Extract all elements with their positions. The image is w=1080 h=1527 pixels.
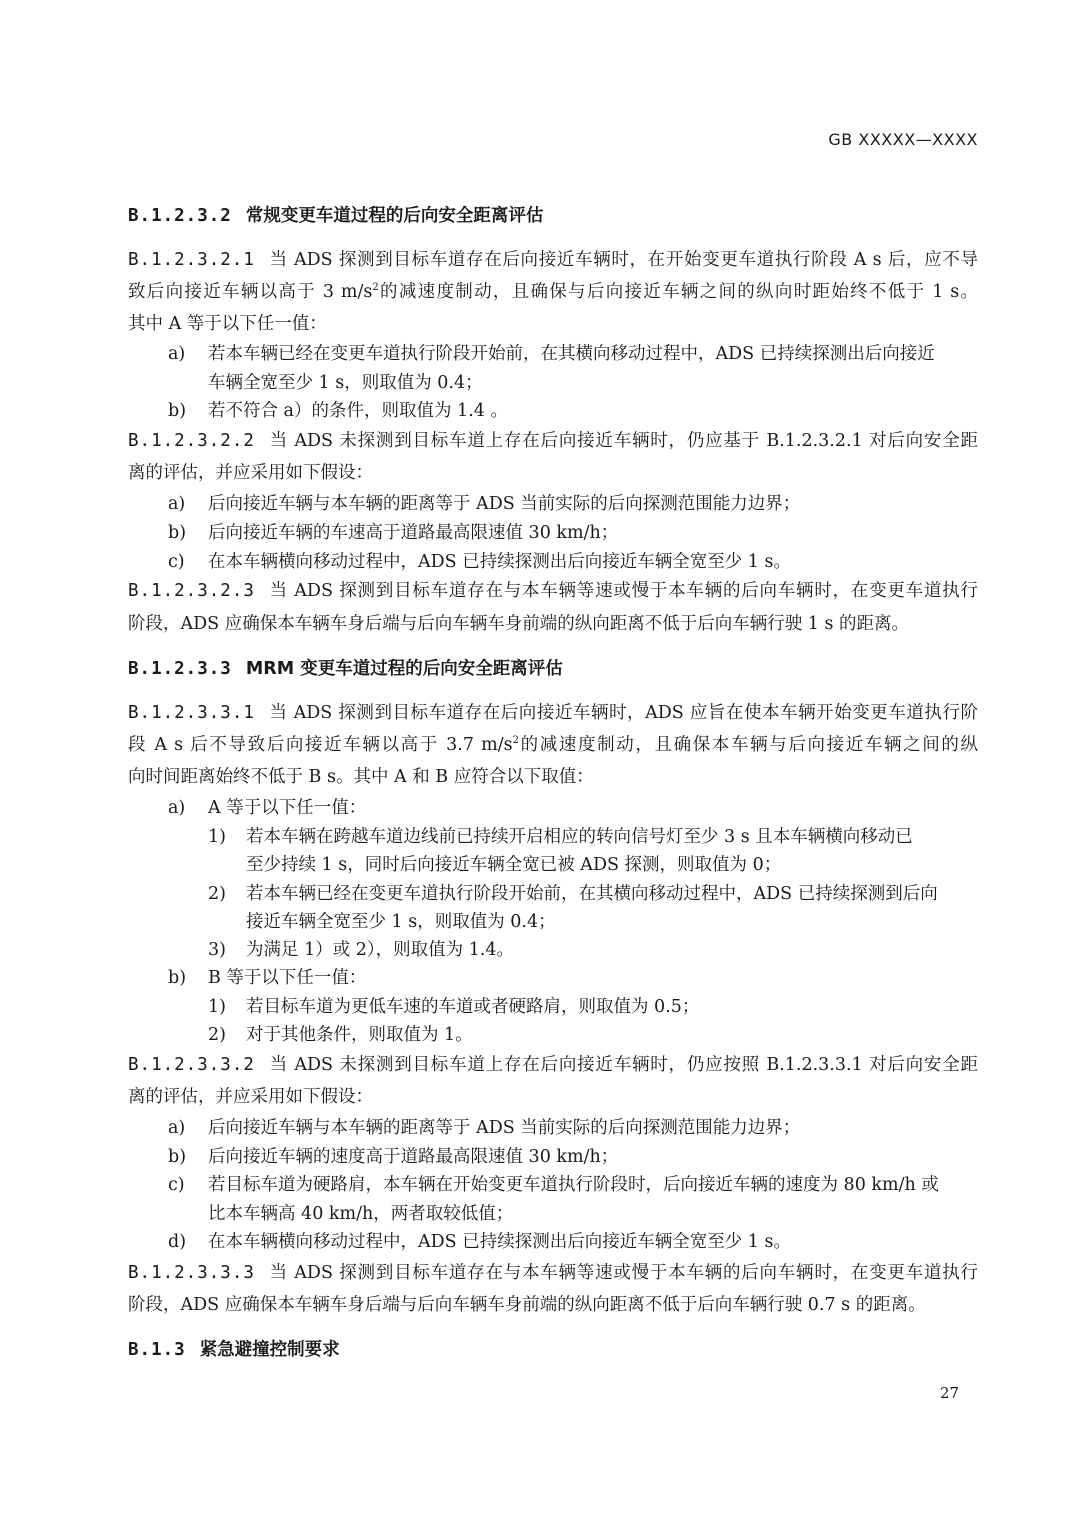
list-label: a) (168, 798, 186, 818)
sublist-item-a2-cont: 接近车辆全宽至少 1 s，则取值为 0.4； (246, 912, 556, 932)
section-number: B.1.2.3.3 (128, 659, 232, 679)
clause-b123321-line2 (128, 278, 978, 306)
clause-number: B.1.2.3.2.1 (128, 250, 255, 270)
list-text: 若目标车道为更低车速的车道或者硬路肩，则取值为 0.5； (246, 997, 700, 1017)
clause-text: 当 ADS 探测到目标车道存在与本车辆等速或慢于本车辆的后向车辆时，在变更车道执行 (268, 1263, 978, 1283)
sublist-item-a1-cont: 至少持续 1 s，同时后向接近车辆全宽已被 ADS 探测，则取值为 0； (246, 855, 782, 875)
list-label: c) (168, 552, 185, 572)
sublist-item-a3 (208, 936, 1058, 964)
list-text: 对于其他条件，则取值为 1。 (246, 1025, 473, 1045)
clause-number: B.1.2.3.2.3 (128, 581, 255, 601)
list-item-a-cont: 车辆全宽至少 1 s，则取值为 0.4； (208, 373, 483, 393)
list-label: c) (168, 1175, 185, 1195)
list-text: 若不符合 a）的条件，则取值为 1.4 。 (208, 401, 508, 421)
standard-number: GB XXXXX—XXXX (828, 130, 978, 149)
list-item-a (168, 1114, 1018, 1142)
list-text: 为满足 1）或 2），则取值为 1.4。 (246, 940, 515, 960)
clause-text: 的减速度制动，且确保本车辆与后向接近车辆之间的纵 (519, 735, 979, 755)
list-item-c (168, 1171, 1018, 1199)
list-text: 若本车辆在跨越车道边线前已持续开启相应的转向信号灯至少 3 s 且本车辆横向移动已 (246, 827, 913, 847)
clause-b123322-line1 (128, 427, 978, 455)
clause-b123332-line1 (128, 1051, 978, 1079)
list-item-a (168, 490, 1018, 518)
list-label: 2) (208, 884, 226, 904)
section-heading-b12333 (128, 655, 978, 683)
sublist-item-b1 (208, 993, 1058, 1021)
clause-text: 段 A s 后不导致后向接近车辆以高于 3.7 m/s (128, 735, 513, 755)
section-heading-b12332 (128, 202, 978, 230)
list-text: 若目标车道为硬路肩，本车辆在开始变更车道执行阶段时，后向接近车辆的速度为 80 km/h 或 (208, 1175, 939, 1195)
clause-text: 的减速度制动，且确保与后向接近车辆之间的纵向时距始终不低于 1 s。 (378, 282, 978, 302)
list-text: 后向接近车辆与本车辆的距离等于 ADS 当前实际的后向探测范围能力边界； (208, 1118, 801, 1138)
clause-b123322-line2: 离的评估，并应采用如下假设： (128, 463, 373, 483)
list-label: 2) (208, 1025, 226, 1045)
clause-number: B.1.2.3.2.2 (128, 431, 255, 451)
list-item-d (168, 1228, 1018, 1256)
section-title: 常规变更车道过程的后向安全距离评估 (245, 206, 544, 226)
clause-text: 当 ADS 探测到目标车道存在后向接近车辆时，在开始变更车道执行阶段 A s 后，应不导 (268, 250, 978, 270)
section-title: MRM 变更车道过程的后向安全距离评估 (245, 659, 563, 679)
list-label: b) (168, 523, 187, 543)
list-item-c-cont: 比本车辆高 40 km/h，两者取较低值； (208, 1204, 514, 1224)
clause-number: B.1.2.3.3.1 (128, 703, 255, 723)
section-number: B.1.2.3.2 (128, 206, 232, 226)
section-number: B.1.3 (128, 1340, 186, 1360)
list-text: 在本车辆横向移动过程中，ADS 已持续探测出后向接近车辆全宽至少 1 s。 (208, 552, 791, 572)
list-item-a (168, 340, 1018, 368)
list-text: 后向接近车辆的速度高于道路最高限速值 30 km/h； (208, 1147, 619, 1167)
list-label: b) (168, 401, 187, 421)
clause-b123331-line1 (128, 699, 978, 727)
list-text: 后向接近车辆的车速高于道路最高限速值 30 km/h； (208, 523, 619, 543)
list-label: d) (168, 1232, 187, 1252)
superscript: 2 (512, 735, 519, 747)
list-label: 1) (208, 997, 226, 1017)
superscript: 2 (372, 282, 379, 294)
clause-text: 当 ADS 探测到目标车道存在与本车辆等速或慢于本车辆的后向车辆时，在变更车道执行 (268, 581, 978, 601)
section-heading-b13 (128, 1336, 978, 1364)
list-label: 1) (208, 827, 226, 847)
list-text: 若本车辆已经在变更车道执行阶段开始前，在其横向移动过程中，ADS 已持续探测出后向接近 (208, 344, 935, 364)
list-text: 后向接近车辆与本车辆的距离等于 ADS 当前实际的后向探测范围能力边界； (208, 494, 801, 514)
list-item-a (168, 794, 1018, 822)
list-item-b (168, 964, 1018, 992)
list-label: b) (168, 968, 187, 988)
list-label: b) (168, 1147, 187, 1167)
list-item-c (168, 548, 1018, 576)
section-title: 紧急避撞控制要求 (199, 1340, 340, 1360)
list-text: 在本车辆横向移动过程中，ADS 已持续探测出后向接近车辆全宽至少 1 s。 (208, 1232, 791, 1252)
list-item-b (168, 519, 1018, 547)
clause-text: 致后向接近车辆以高于 3 m/s (128, 282, 373, 302)
list-text: 若本车辆已经在变更车道执行阶段开始前，在其横向移动过程中，ADS 已持续探测到后向 (246, 884, 938, 904)
sublist-item-a1 (208, 823, 1058, 851)
clause-b123331-line2 (128, 731, 978, 759)
list-label: 3) (208, 940, 226, 960)
clause-text: 当 ADS 未探测到目标车道上存在后向接近车辆时，仍应基于 B.1.2.3.2.1 对后向安全距 (268, 431, 978, 451)
list-label: a) (168, 494, 186, 514)
page-number: 27 (940, 1384, 960, 1402)
list-item-b (168, 397, 1018, 425)
clause-b123333-line2: 阶段，ADS 应确保本车辆车身后端与后向车辆车身前端的纵向距离不低于后向车辆行驶 0.7 s 的距离。 (128, 1295, 926, 1315)
clause-b123323-line1 (128, 577, 978, 605)
sublist-item-a2 (208, 880, 1058, 908)
clause-b123323-line2: 阶段，ADS 应确保本车辆车身后端与后向车辆车身前端的纵向距离不低于后向车辆行驶 1 s 的距离。 (128, 614, 910, 634)
clause-b123321-line3: 其中 A 等于以下任一值： (128, 314, 327, 334)
clause-b123321-line1 (128, 246, 978, 274)
clause-b123331-line3: 向时间距离始终不低于 B s。其中 A 和 B 应符合以下取值： (128, 767, 594, 787)
clause-number: B.1.2.3.3.3 (128, 1263, 255, 1283)
sublist-item-b2 (208, 1021, 1058, 1049)
list-text: B 等于以下任一值： (208, 968, 367, 988)
list-label: a) (168, 344, 186, 364)
clause-text: 当 ADS 探测到目标车道存在后向接近车辆时，ADS 应旨在使本车辆开始变更车道执行阶 (268, 703, 978, 723)
clause-b123333-line1 (128, 1259, 978, 1287)
list-label: a) (168, 1118, 186, 1138)
clause-number: B.1.2.3.3.2 (128, 1055, 255, 1075)
clause-text: 当 ADS 未探测到目标车道上存在后向接近车辆时，仍应按照 B.1.2.3.3.1 对后向安全距 (268, 1055, 978, 1075)
list-text: A 等于以下任一值： (208, 798, 367, 818)
list-item-b (168, 1143, 1018, 1171)
clause-b123332-line2: 离的评估，并应采用如下假设： (128, 1087, 373, 1107)
